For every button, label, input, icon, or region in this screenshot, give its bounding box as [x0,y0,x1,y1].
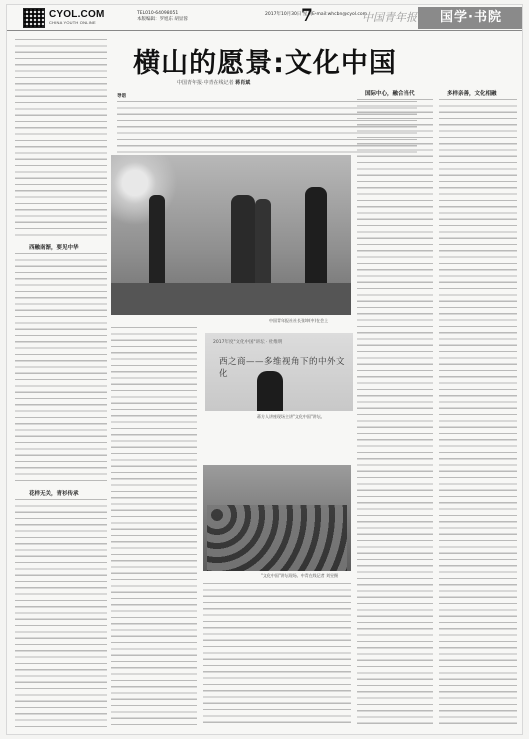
site-subtitle: CHINA YOUTH ONLINE [49,20,96,25]
qr-code-icon [23,8,45,28]
contact-email: E-mail:whcbn@cyol.com [312,12,368,17]
audience-photo[interactable] [203,465,351,571]
lecture-banner-photo[interactable] [205,333,353,411]
caption-banner: 蒋方人讲座现场主讲"文化中国"讲坛。 [257,414,325,419]
subhead-2: 花样无关，青衫传承 [29,491,79,497]
intro-label: 导语 [117,94,126,99]
text-column-left-2 [15,253,107,485]
text-column-right-1 [357,99,433,727]
subhead-3: 国际中心，融合当代 [365,91,415,97]
byline-prefix: 中国青年报·中青在线记者 [177,80,234,86]
text-column-left-3 [15,499,107,727]
text-column-right-2 [439,99,517,727]
subhead-4: 多样亲善，文化相融 [447,91,497,97]
speaker-figure [257,371,283,411]
subhead-1: 西融南渐，要见中华 [29,245,79,251]
site-name: CYOL.COM [49,9,105,20]
caption-photo-top: 中国青年报社社长张坤(中)在会上 [269,318,329,323]
paper-name: 中国青年报 [362,11,417,24]
audience-crowd [207,505,347,571]
banner-lecture-title: 西之商——多维视角下的中外文化 [219,357,346,379]
text-column-left-1 [15,39,107,239]
article-byline [177,79,250,86]
text-column-2 [111,327,197,727]
section-title: 国学·书院 [418,7,523,29]
caption-photo-bottom: "文化中国"讲坛现场。中青在线记者 刘昱摄 [261,573,338,578]
text-column-3-lower [203,583,351,727]
masthead [7,5,523,31]
page-number: 7 [301,6,313,26]
stage-floor [111,283,351,315]
contact-info [137,11,188,23]
newspaper-page [6,4,523,735]
phone-number: TEL010-64098051 [137,11,179,16]
byline-name: 蒋肖斌 [235,80,251,86]
banner-event-title: 2017年度"文化中国"讲坛 · 杜维明 [213,340,283,345]
editor-credit: 本版编辑：罗旭东 胡显蓉 [137,17,188,22]
event-photo-top[interactable] [111,155,351,315]
issue-date: 2017年10月30日 星期一 [265,12,317,17]
site-logo[interactable] [49,9,105,25]
article-headline: 横山的愿景:文化中国 [133,48,397,79]
